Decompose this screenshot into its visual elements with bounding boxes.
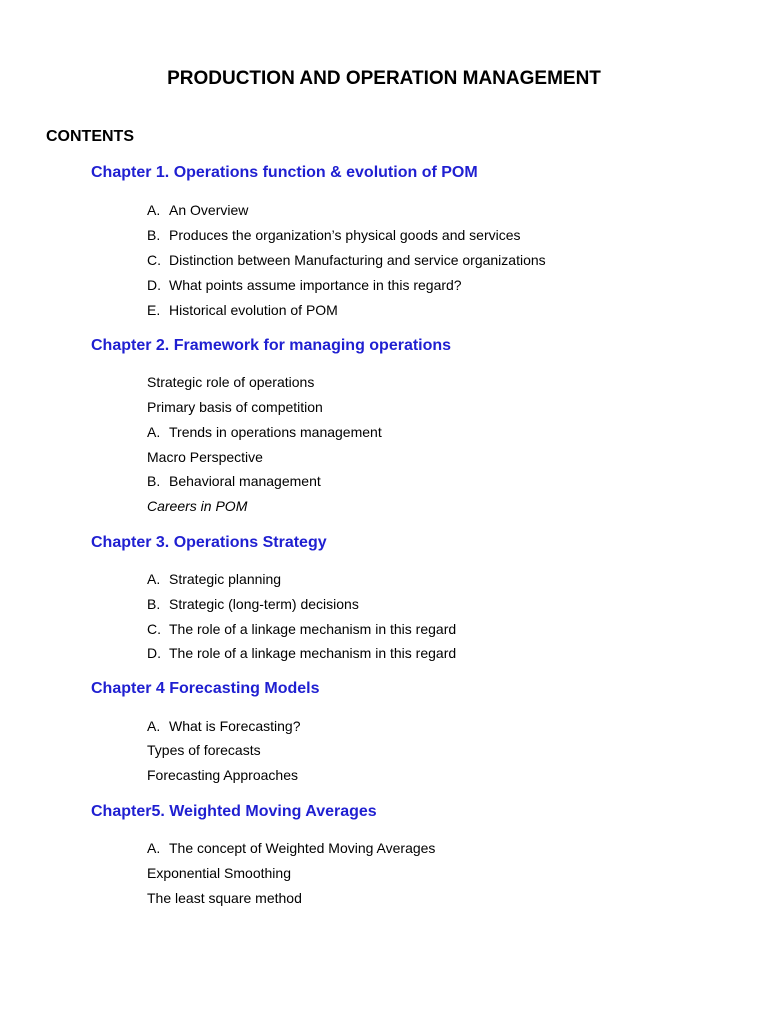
item-text: The least square method <box>147 890 302 906</box>
list-item <box>147 471 321 491</box>
chapter-5-title: Chapter5. Weighted Moving Averages <box>91 803 377 820</box>
list-item <box>147 569 281 589</box>
chapter-4-title: Chapter 4 Forecasting Models <box>91 680 320 697</box>
list-item <box>147 594 359 614</box>
item-marker: D. <box>147 277 161 293</box>
document-title: PRODUCTION AND OPERATION MANAGEMENT <box>167 68 601 89</box>
list-item <box>147 496 247 516</box>
list-item <box>147 838 435 858</box>
list-item <box>147 765 298 785</box>
list-item <box>147 888 302 908</box>
item-text: What is Forecasting? <box>169 718 301 734</box>
item-marker: A. <box>147 424 161 440</box>
list-item <box>147 397 323 417</box>
item-text: Historical evolution of POM <box>169 302 338 318</box>
item-text: An Overview <box>169 202 249 218</box>
item-marker: E. <box>147 302 161 318</box>
item-text: Forecasting Approaches <box>147 767 298 783</box>
item-marker: B. <box>147 227 161 243</box>
item-text: Macro Perspective <box>147 449 263 465</box>
list-item <box>147 275 462 295</box>
item-text: Exponential Smoothing <box>147 865 291 881</box>
chapter-3-title: Chapter 3. Operations Strategy <box>91 534 327 551</box>
item-marker: B. <box>147 596 161 612</box>
item-text: Types of forecasts <box>147 742 261 758</box>
item-text: Produces the organization’s physical goods and services <box>169 227 521 243</box>
list-item <box>147 619 456 639</box>
list-item <box>147 200 248 220</box>
list-item <box>147 740 261 760</box>
item-marker: B. <box>147 473 161 489</box>
item-text: Strategic planning <box>169 571 282 587</box>
list-item <box>147 300 338 320</box>
item-text: Primary basis of competition <box>147 399 323 415</box>
item-text: Strategic (long-term) decisions <box>169 596 359 612</box>
item-text: Trends in operations management <box>169 424 382 440</box>
list-item <box>147 447 263 467</box>
item-text: Behavioral management <box>169 473 321 489</box>
chapter-1-title: Chapter 1. Operations function & evolution of POM <box>91 164 478 181</box>
chapter-2-title: Chapter 2. Framework for managing operations <box>91 337 452 354</box>
item-marker: A. <box>147 718 161 734</box>
item-text: Strategic role of operations <box>147 374 315 390</box>
list-item <box>147 422 382 442</box>
item-text: The role of a linkage mechanism in this regard <box>169 645 457 661</box>
item-marker: A. <box>147 571 161 587</box>
list-item <box>147 250 546 270</box>
list-item <box>147 716 301 736</box>
item-text: The concept of Weighted Moving Averages <box>169 840 436 856</box>
item-marker: D. <box>147 645 161 661</box>
item-marker: A. <box>147 202 161 218</box>
item-text: Distinction between Manufacturing and service organizations <box>169 252 546 268</box>
item-text: Careers in POM <box>147 498 248 514</box>
contents-heading: CONTENTS <box>46 128 134 145</box>
item-marker: A. <box>147 840 161 856</box>
list-item <box>147 863 291 883</box>
list-item <box>147 643 456 663</box>
list-item <box>147 225 521 245</box>
item-marker: C. <box>147 252 161 268</box>
item-text: What points assume importance in this regard? <box>169 277 462 293</box>
list-item <box>147 372 314 392</box>
item-marker: C. <box>147 621 161 637</box>
item-text: The role of a linkage mechanism in this regard <box>169 621 457 637</box>
